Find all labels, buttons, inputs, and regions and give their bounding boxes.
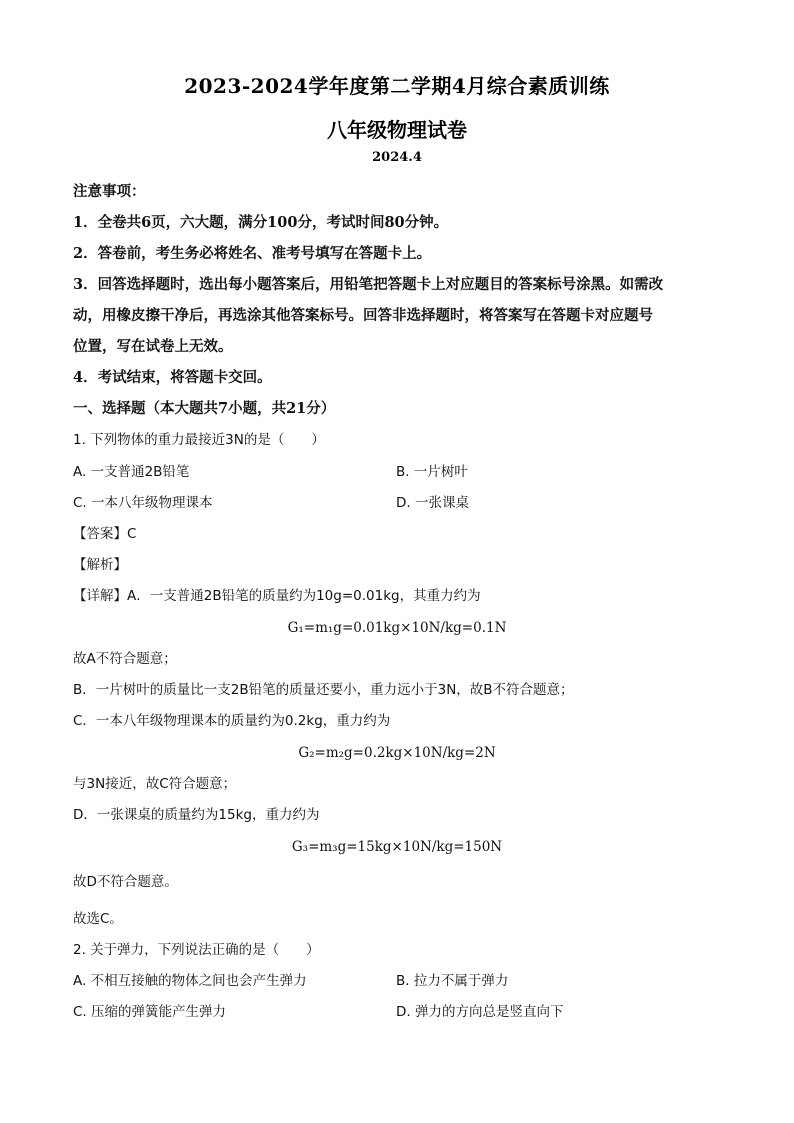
q2-option-b: B. 拉力不属于弹力 — [396, 973, 509, 989]
q1-equation-3: G₃=m₃g=15kg×10N/kg=150N — [291, 839, 503, 855]
notice-item-4: 4．考试结束，将答题卡交回。 — [73, 369, 272, 386]
q1-equation-2: G₂=m₂g=0.2kg×10N/kg=2N — [298, 745, 496, 761]
notice-item-1: 1．全卷共6页，六大题，满分100分，考试时间80分钟。 — [73, 214, 449, 231]
q1-option-d: D. 一张课桌 — [396, 495, 469, 511]
q1-detail-6: D．一张课桌的质量约为15kg，重力约为 — [73, 807, 320, 823]
notice-heading: 注意事项： — [73, 183, 146, 200]
notice-item-3-line-3: 位置，写在试卷上无效。 — [73, 338, 233, 355]
q1-analysis-label: 【解析】 — [73, 557, 127, 573]
q1-stem: 1. 下列物体的重力最接近3N的是（ ） — [73, 432, 325, 448]
notice-item-2: 2．答卷前，考生务必将姓名、准考号填写在答题卡上。 — [73, 245, 432, 262]
section-heading: 一、选择题（本大题共7小题，共21分） — [73, 400, 336, 417]
q2-option-a: A. 不相互接触的物体之间也会产生弹力 — [73, 973, 307, 989]
q1-option-c: C. 一本八年级物理课本 — [73, 495, 213, 511]
q1-answer: 【答案】C — [73, 526, 137, 542]
q1-detail-7: 故D不符合题意。 — [73, 874, 178, 890]
q1-detail-1: 【详解】A．一支普通2B铅笔的质量约为10g=0.01kg，其重力约为 — [73, 588, 481, 604]
notice-item-3-line-2: 动，用橡皮擦干净后，再选涂其他答案标号。回答非选择题时，将答案写在答题卡对应题号 — [73, 307, 653, 324]
exam-title: 2023-2024学年度第二学期4月综合素质训练 — [184, 74, 610, 98]
q1-conclusion: 故选C。 — [73, 911, 123, 927]
q1-detail-3: B．一片树叶的质量比一支2B铅笔的质量还要小，重力远小于3N，故B不符合题意； — [73, 682, 574, 698]
q1-detail-2: 故A不符合题意； — [73, 651, 177, 667]
notice-item-3-line-1: 3．回答选择题时，选出每小题答案后，用铅笔把答题卡上对应题目的答案标号涂黑。如需改 — [73, 276, 664, 293]
q2-option-c: C. 压缩的弹簧能产生弹力 — [73, 1004, 227, 1020]
exam-date: 2024.4 — [372, 150, 422, 165]
q2-stem: 2. 关于弹力，下列说法正确的是（ ） — [73, 942, 320, 958]
q1-option-a: A. 一支普通2B铅笔 — [73, 464, 190, 480]
q1-detail-4: C．一本八年级物理课本的质量约为0.2kg，重力约为 — [73, 713, 391, 729]
q1-equation-1: G₁=m₁g=0.01kg×10N/kg=0.1N — [287, 620, 507, 636]
q1-option-b: B. 一片树叶 — [396, 464, 468, 480]
exam-subtitle: 八年级物理试卷 — [327, 118, 467, 142]
q1-detail-5: 与3N接近，故C符合题意； — [73, 776, 237, 792]
q2-option-d: D. 弹力的方向总是竖直向下 — [396, 1004, 564, 1020]
